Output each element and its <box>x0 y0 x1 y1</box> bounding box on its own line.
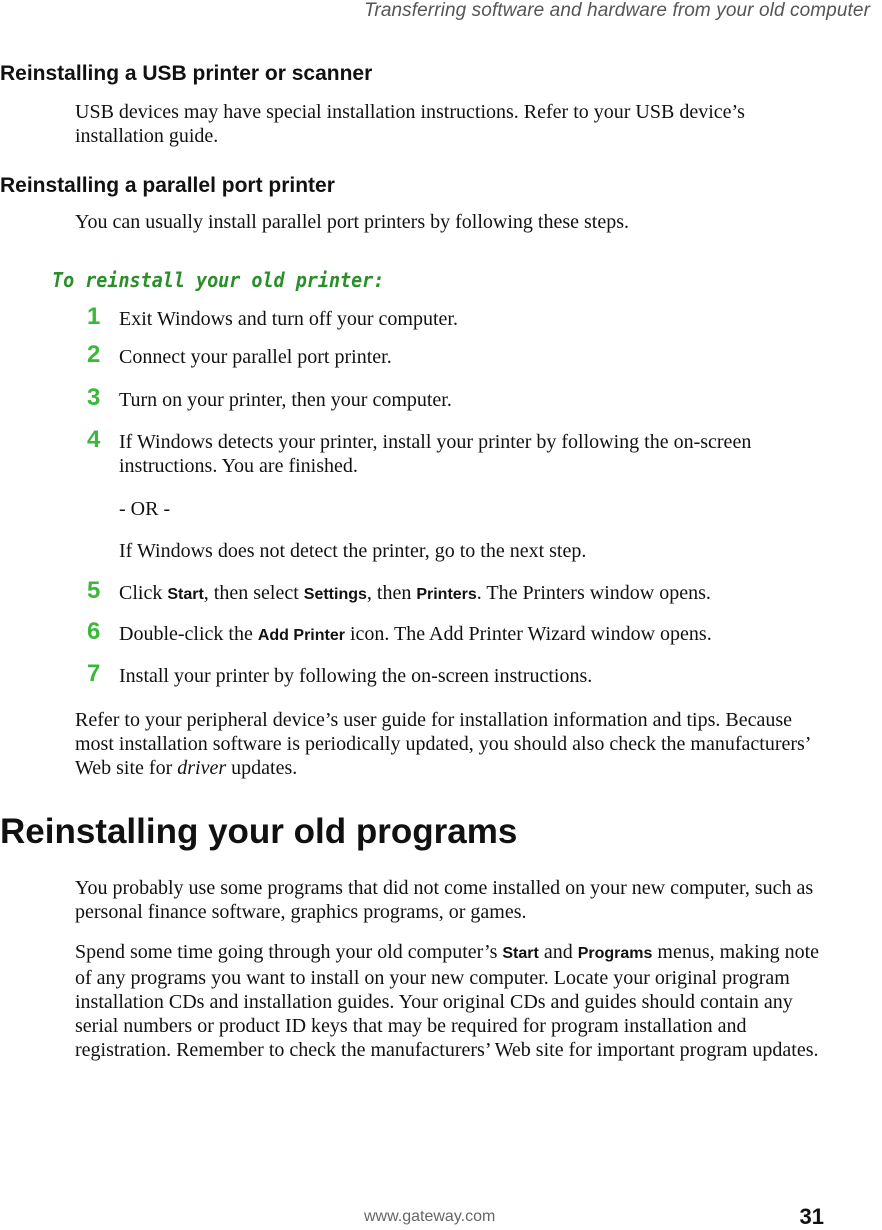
step-text-4-alt: If Windows does not detect the printer, go to the next step. <box>119 540 587 562</box>
usb-section-body: USB devices may have special installation instructions. Refer to your USB device’s installation guide. <box>75 101 745 147</box>
step-number-1: 1 <box>87 303 101 330</box>
step-text-4: If Windows detects your printer, install your printer by following the on-screen instructions. You are finished. <box>119 431 752 477</box>
step-number-5: 5 <box>87 577 101 604</box>
step-number-3: 3 <box>87 384 101 411</box>
step-number-7: 7 <box>87 660 101 687</box>
footer-url: www.gateway.com <box>364 1208 496 1225</box>
ui-printers-label: Printers <box>416 586 477 603</box>
driver-term: driver <box>177 757 227 779</box>
step-text-5: Click Start, then select Settings, then Printers. The Printers window opens. <box>119 582 711 604</box>
peripheral-note: Refer to your peripheral device’s user guide for installation information and tips. Because most installation software is periodically updated, you should also check the manufacturers’ Web site for driver updates. <box>75 709 810 779</box>
step-text-1: Exit Windows and turn off your computer. <box>119 308 458 330</box>
step-number-2: 2 <box>87 341 101 368</box>
step-text-3: Turn on your printer, then your computer. <box>119 389 452 411</box>
ui-settings-label: Settings <box>303 586 367 603</box>
usb-section-heading: Reinstalling a USB printer or scanner <box>0 62 373 85</box>
programs-section-heading: Reinstalling your old programs <box>0 812 518 851</box>
parallel-section-body: You can usually install parallel port printers by following these steps. <box>75 211 629 233</box>
ui-start-menu-label: Start <box>502 945 539 962</box>
ui-programs-menu-label: Programs <box>577 945 653 962</box>
programs-para-1: You probably use some programs that did not come installed on your new computer, such as personal finance software, graphics programs, or games. <box>75 877 814 923</box>
step-text-6: Double-click the Add Printer icon. The Add Printer Wizard window opens. <box>119 623 712 645</box>
ui-add-printer-label: Add Printer <box>257 627 345 644</box>
page-number: 31 <box>799 1204 824 1229</box>
step-number-4: 4 <box>87 426 101 453</box>
step-or-separator: - OR - <box>119 498 171 520</box>
step-text-7: Install your printer by following the on-screen instructions. <box>119 665 593 687</box>
step-number-6: 6 <box>87 618 101 645</box>
parallel-section-heading: Reinstalling a parallel port printer <box>0 174 335 197</box>
step-text-2: Connect your parallel port printer. <box>119 346 392 368</box>
programs-para-2: Spend some time going through your old computer’s Start and Programs menus, making note of any programs you want to install on your new computer. Locate your original program installation CDs and installation guides. Your original CDs and guides should contain any serial numbers or product ID keys that may be required for program installation and registration. Remember to check the manufacturers’ Web site for important program updates. <box>75 941 820 1061</box>
running-header: Transferring software and hardware from your old computer <box>364 0 870 21</box>
ui-start-label: Start <box>167 586 204 603</box>
procedure-title: To reinstall your old printer: <box>52 268 385 292</box>
